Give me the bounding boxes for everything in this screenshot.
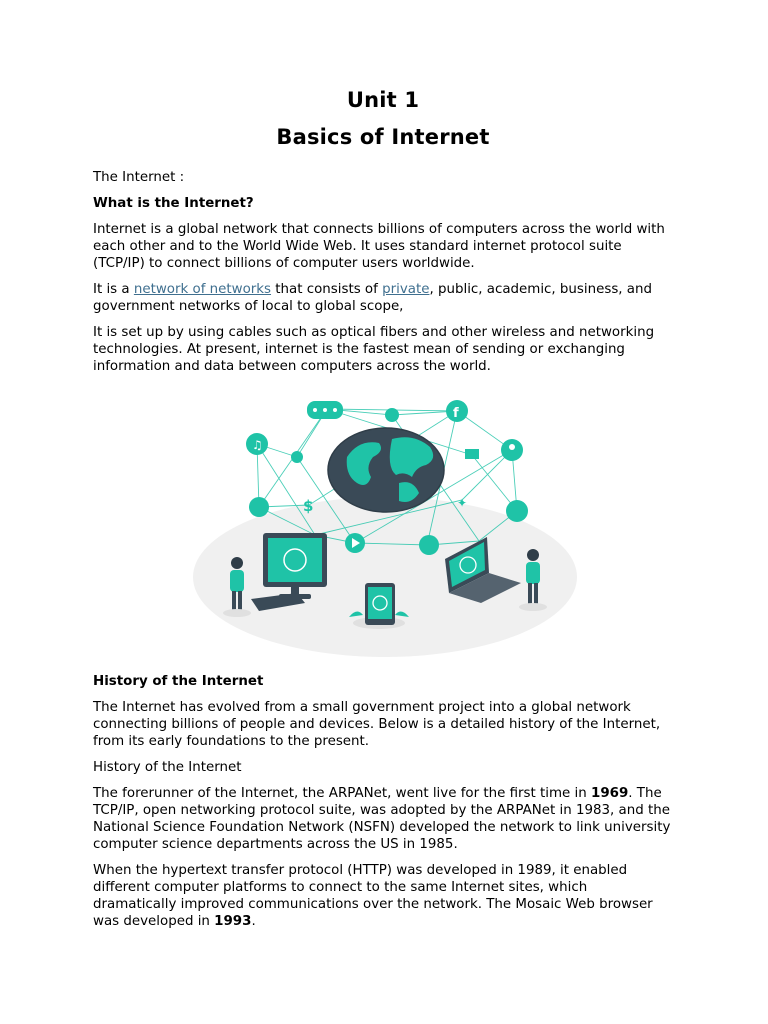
globe-icon — [328, 428, 444, 512]
svg-text:♫: ♫ — [252, 438, 263, 452]
history-para3-a: When the hypertext transfer protocol (HTTP) was developed in 1989, it enabled different computer platforms to connect to the same Internet sites, which dramatically improved communications over the network. The Mosaic Web browser was developed in — [93, 863, 653, 929]
http-paragraph — [93, 862, 673, 930]
global-network-illustration — [187, 387, 583, 663]
definition-paragraph: Internet is a global network that connects billions of computers across the world with each other and to the World Wide Web. It uses standard internet protocol suite (TCP/IP) to connect billions of computer users worldwide. — [93, 222, 665, 271]
history-para2-b: . The TCP/IP, open networking protocol suite, was adopted by the ARPANet in 1983, and the National Science Foundation Network (NSFN) developed the network to link university computer science departments across the US in 1985. — [93, 786, 671, 852]
year-1969: 1969 — [591, 786, 629, 801]
unit-title: Unit 1 — [346, 88, 420, 112]
para2-mid: that consists of — [271, 282, 383, 297]
svg-text:f: f — [453, 406, 459, 421]
question-heading: What is the Internet? — [93, 196, 254, 211]
arpanet-paragraph — [93, 785, 673, 853]
history-heading: History of the Internet — [93, 674, 264, 689]
network-of-networks-link[interactable]: network of networks — [133, 282, 272, 297]
history-para3-b: . — [251, 914, 256, 929]
history-subheading: History of the Internet — [93, 760, 242, 775]
intro-label: The Internet : — [93, 170, 185, 185]
document-page — [93, 86, 673, 930]
network-of-networks-paragraph — [93, 281, 673, 315]
history-para2-a: The forerunner of the Internet, the ARPANet, went live for the first time in — [93, 786, 591, 801]
bird-icon: ✦ — [457, 496, 468, 510]
para2-pre: It is a — [93, 282, 134, 297]
heart-icon — [291, 451, 303, 463]
camera-icon — [249, 497, 269, 517]
dollar-icon: $ — [303, 497, 314, 515]
year-1993: 1993 — [214, 914, 252, 929]
mail-icon — [465, 449, 479, 459]
like-icon — [419, 535, 439, 555]
para2-post: , public, academic, business, and government networks of local to global scope, — [93, 282, 653, 314]
private-link[interactable]: private — [382, 282, 430, 297]
setup-paragraph: It is set up by using cables such as optical fibers and other wireless and networking technologies. At present, internet is the fastest mean of sending or exchanging information and data between computers across the world. — [93, 325, 655, 374]
image-icon — [506, 500, 528, 522]
network-illustration-svg — [187, 387, 583, 663]
history-intro-paragraph: The Internet has evolved from a small government project into a global network connecting billions of people and devices. Below is a detailed history of the Internet, from its early foundations to the present. — [93, 700, 661, 749]
page-title: Basics of Internet — [276, 125, 490, 149]
location-pin-icon — [385, 408, 399, 422]
